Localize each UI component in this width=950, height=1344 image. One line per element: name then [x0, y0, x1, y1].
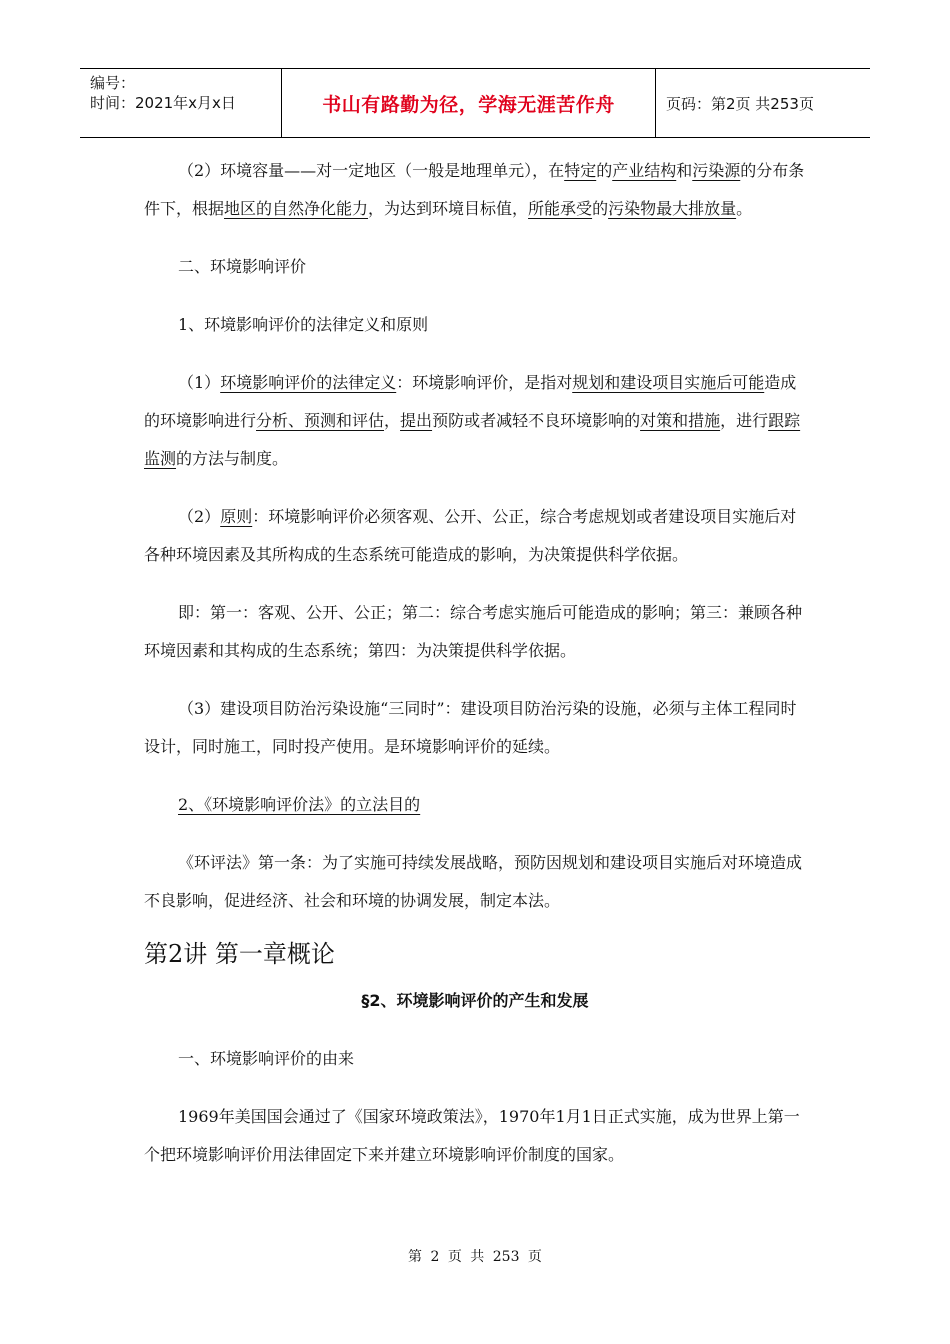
header-page-info: 页码：第2页 共253页	[666, 94, 814, 113]
text-run: （2）	[178, 507, 221, 526]
text-run: 的分布条件下，根据	[144, 161, 805, 218]
underlined-term: 污染物最大排放量	[608, 199, 737, 218]
text-run: 和	[676, 161, 693, 180]
paragraph-environment-capacity	[144, 152, 806, 228]
text-run: ，为达到环境目标值，	[368, 199, 529, 218]
underlined-term: 污染源	[692, 161, 741, 180]
text-run: 。	[736, 199, 753, 218]
paragraph-article-one: 《环评法》第一条：为了实施可持续发展战略，预防因规划和建设项目实施后对环境造成不良影响，促进经济、社会和环境的协调发展，制定本法。	[144, 853, 803, 910]
text-run: ，进行	[720, 411, 769, 430]
header-date-label: 时间：2021年x月x日	[90, 94, 236, 112]
text-run: ，	[384, 411, 401, 430]
text-run: （1）	[178, 373, 221, 392]
heading-origin: 一、环境影响评价的由来	[178, 1049, 355, 1068]
lecture-title: 第2讲 第一章概论	[144, 940, 335, 968]
text-run: ：环境影响评价，是指对	[396, 373, 573, 392]
page-header	[80, 68, 870, 138]
page-footer: 第 2 页 共 253 页	[408, 1249, 542, 1265]
section-title: §2、环境影响评价的产生和发展	[361, 991, 589, 1010]
underlined-term: 特定	[564, 161, 597, 180]
paragraph-legal-definition	[144, 364, 806, 478]
underlined-term: 原则	[220, 507, 253, 526]
underlined-term: 跟踪监测	[144, 411, 801, 468]
heading-legal-definition: 1、环境影响评价的法律定义和原则	[178, 315, 429, 334]
text-run: 的方法与制度。	[176, 449, 289, 468]
header-meta-cell	[80, 69, 282, 137]
heading-eia: 二、环境影响评价	[178, 257, 307, 276]
text-run: 的	[592, 199, 609, 218]
header-motto: 书山有路勤为径，学海无涯苦作舟	[282, 69, 656, 137]
document-body	[144, 152, 806, 1174]
paragraph-history: 1969年美国国会通过了《国家环境政策法》，1970年1月1日正式实施，成为世界上第一个把环境影响评价用法律固定下来并建立环境影响评价制度的国家。	[144, 1107, 800, 1164]
text-run: 造成的环境影响进行	[144, 373, 797, 430]
underlined-term: 所能承受	[528, 199, 593, 218]
text-run: 的	[596, 161, 613, 180]
paragraph-three-simultaneous: （3）建设项目防治污染设施“三同时”：建设项目防治污染的设施，必须与主体工程同时设计，同时施工，同时投产使用。是环境影响评价的延续。	[144, 699, 797, 756]
underlined-term: 环境影响评价的法律定义	[220, 373, 397, 392]
underlined-term: 规划和建设项目实施后可能	[572, 373, 765, 392]
text-run: （2）环境容量——对一定地区（一般是地理单元），在	[178, 161, 565, 180]
text-run: ：环境影响评价必须客观、公开、公正，综合考虑规划或者建设项目实施后对各种环境因素及其所构成的生态系统可能造成的影响，为决策提供科学依据。	[144, 507, 797, 564]
heading-law-purpose	[144, 786, 806, 824]
text-run: 预防或者减轻不良环境影响的	[432, 411, 641, 430]
underlined-term: 提出	[400, 411, 433, 430]
underlined-term: 产业结构	[612, 161, 677, 180]
underlined-heading: 2、《环境影响评价法》的立法目的	[178, 795, 421, 814]
paragraph-principles-summary: 即：第一：客观、公开、公正；第二：综合考虑实施后可能造成的影响；第三：兼顾各种环境因素和其构成的生态系统；第四：为决策提供科学依据。	[144, 603, 803, 660]
underlined-term: 分析、预测和评估	[256, 411, 385, 430]
paragraph-principles	[144, 498, 806, 574]
underlined-term: 对策和措施	[640, 411, 721, 430]
underlined-term: 地区的自然净化能力	[224, 199, 369, 218]
header-number-label: 编号：	[90, 74, 136, 92]
